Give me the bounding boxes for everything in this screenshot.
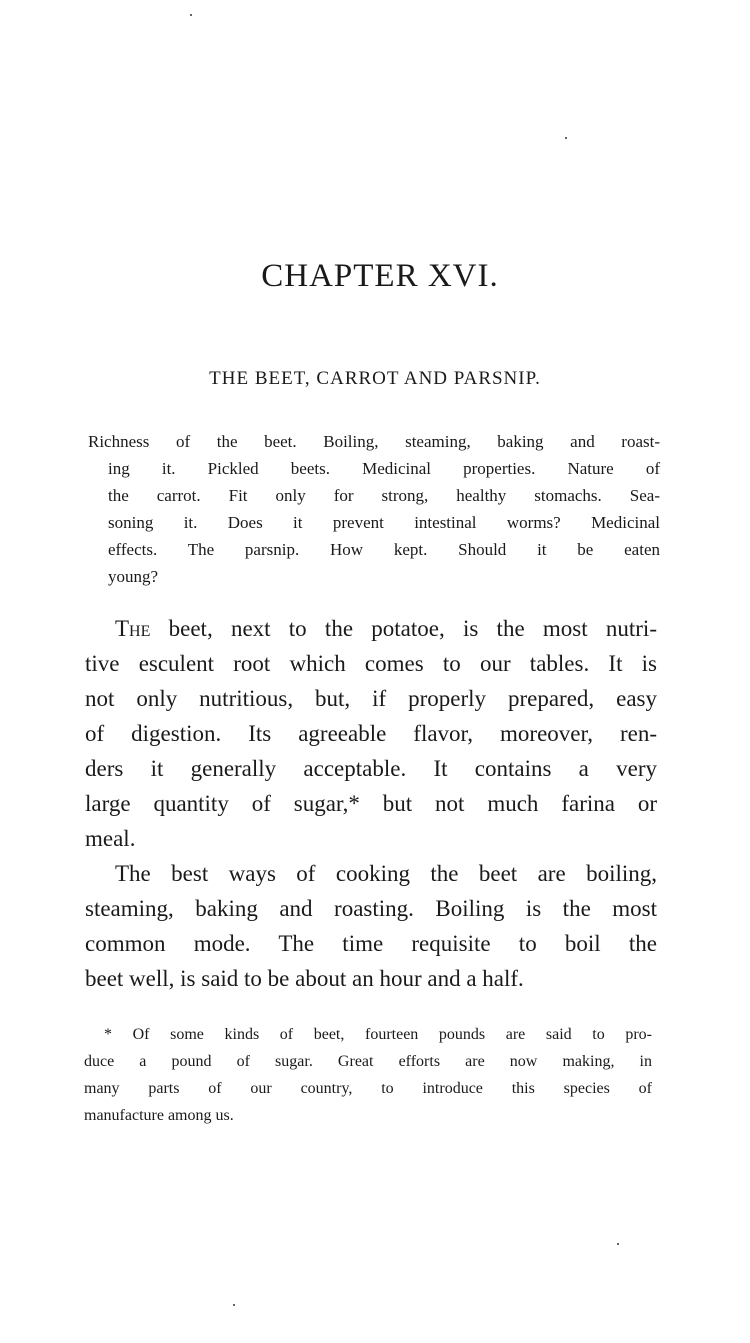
opening-word: The (115, 616, 151, 641)
body-line: The best ways of cooking the beet are boiling, (115, 861, 657, 886)
footnote-line: * Of some kinds of beet, fourteen pounds are said to pro- (104, 1026, 652, 1043)
body-line (85, 611, 657, 646)
paper-speck (565, 137, 567, 139)
body-line: ders it generally acceptable. It contains a very (85, 756, 657, 781)
summary-line: ing it. Pickled beets. Medicinal properties. Nature of (108, 459, 660, 478)
body-text (85, 611, 657, 996)
body-line: common mode. The time requisite to boil the (85, 931, 657, 956)
chapter-summary (88, 428, 660, 590)
body-line: beet well, is said to be about an hour and a half. (85, 966, 524, 991)
chapter-title: CHAPTER XVI. (261, 258, 499, 294)
body-line: meal. (85, 826, 136, 851)
summary-line: effects. The parsnip. How kept. Should it be eaten (108, 540, 660, 559)
body-line: large quantity of sugar,* but not much farina or (85, 791, 657, 816)
footnote (84, 1021, 652, 1129)
body-line: of digestion. Its agreeable flavor, moreover, ren- (85, 721, 657, 746)
body-line: steaming, baking and roasting. Boiling is the most (85, 896, 657, 921)
paper-speck (233, 1304, 235, 1306)
section-heading: THE BEET, CARROT AND PARSNIP. (209, 368, 541, 389)
paper-speck (190, 14, 192, 16)
summary-line: soning it. Does it prevent intestinal worms? Medicinal (108, 513, 660, 532)
summary-line: young? (108, 567, 159, 586)
body-line: not only nutritious, but, if properly prepared, easy (85, 686, 657, 711)
footnote-line: many parts of our country, to introduce this species of (84, 1080, 652, 1097)
footnote-line: duce a pound of sugar. Great efforts are now making, in (84, 1053, 652, 1070)
summary-line: Richness of the beet. Boiling, steaming, baking and roast- (88, 432, 660, 451)
body-line: tive esculent root which comes to our tables. It is (85, 651, 657, 676)
paper-speck (617, 1243, 619, 1245)
footnote-line: manufacture among us. (84, 1107, 234, 1124)
body-line-text: beet, next to the potatoe, is the most nutri- (150, 616, 657, 641)
summary-line: the carrot. Fit only for strong, healthy stomachs. Sea- (108, 486, 660, 505)
